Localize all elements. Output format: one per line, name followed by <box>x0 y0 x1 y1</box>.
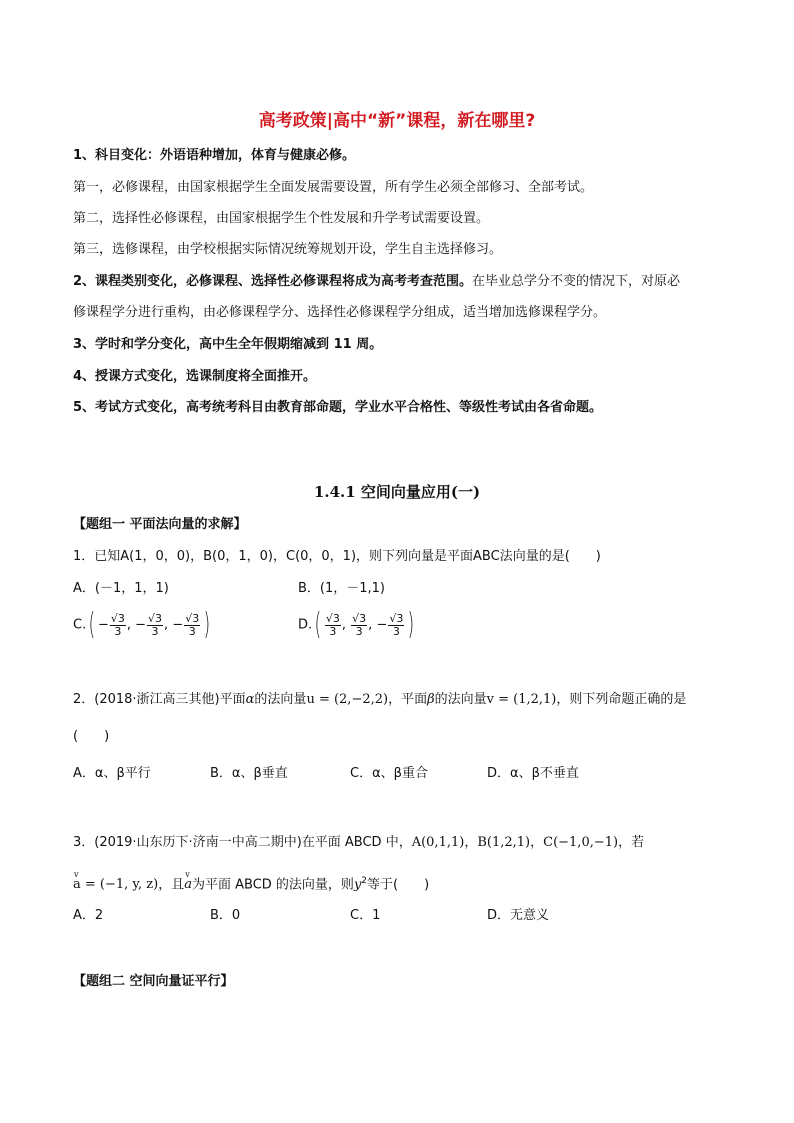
question-1-option-d: D.( $\frac{√3}{3}$ , $\frac{√3}{3}$ , − $\frac{√3}{3}$ ) <box>298 605 417 645</box>
option-c-label: C. <box>73 617 87 633</box>
question-1-stem: 1．已知A(1，0，0)，B(0，1，0)，C(0，0，1)，则下列向量是平面ABC法向量的是( ) <box>73 549 601 564</box>
minus-sign: − <box>135 617 147 633</box>
q3-source: 3．(2019·山东历下·济南一中高二期中)在平面 ABCD 中， <box>73 835 412 850</box>
question-2-blank: ( ) <box>73 729 110 744</box>
q2-text: ，则下列命题正确的是 <box>556 692 687 707</box>
point-b: B(1,2,1) <box>477 835 531 850</box>
minus-sign: − <box>376 617 388 633</box>
numerator: √3 <box>148 611 163 625</box>
point-a: A(0,1,1) <box>411 835 465 850</box>
option-d-label: D. <box>298 617 313 633</box>
page-title: 高考政策|高中“新”课程，新在哪里? <box>258 111 536 131</box>
numerator: √3 <box>185 611 200 625</box>
numerator: √3 <box>325 611 340 625</box>
policy-item-3: 3、学时和学分变化，高中生全年假期缩减到 11 周。 <box>73 337 383 352</box>
question-1-option-a: A．(－1，1，1) <box>73 581 169 596</box>
fraction <box>184 613 200 638</box>
fraction <box>388 613 404 638</box>
policy-item-4: 4、授课方式变化，选课制度将全面推开。 <box>73 369 317 384</box>
right-paren: ) <box>407 607 415 642</box>
vector-v: v = (1,2,1) <box>486 692 557 707</box>
alpha-symbol: α <box>245 692 255 707</box>
numerator: √3 <box>110 611 125 625</box>
vector-u: u = (2,−2,2) <box>306 692 389 707</box>
left-paren: ( <box>88 607 96 642</box>
vector-a: v a = (−1, y, z) <box>73 876 158 894</box>
section-title: 1.4.1 空间向量应用(一) <box>313 483 481 501</box>
question-1-option-b: B．(1，－1,1) <box>298 581 386 596</box>
policy-item-5: 5、考试方式变化，高考统考科目由教育部命题，学业水平合格性、等级性考试由各省命题。 <box>73 400 603 415</box>
denominator: 3 <box>329 624 337 638</box>
exponent: 2 <box>361 876 368 886</box>
question-1-option-c: C.( − $\frac{√3}{3}$ , − $\frac{√3}{3}$ , − $\frac{√3}{3}$ ) <box>73 605 213 645</box>
numerator: √3 <box>389 611 404 625</box>
policy-paragraph-second: 第二，选择性必修课程，由国家根据学生个性发展和升学考试需要设置。 <box>73 211 490 226</box>
q2-source: 2．(2018·浙江高三其他)平面 <box>73 692 246 707</box>
q3-text: 为平面 ABCD 的法向量，则 <box>192 877 354 893</box>
denominator: 3 <box>114 624 122 638</box>
left-paren: ( <box>314 607 322 642</box>
question-3-option-d: D．无意义 <box>487 908 550 923</box>
q2-text: ，平面 <box>388 692 428 707</box>
question-3-option-b: B．0 <box>210 908 241 923</box>
question-2-option-a: A．α、β平行 <box>73 766 151 781</box>
q2-text: 的法向量 <box>254 692 307 707</box>
policy-paragraph-first: 第一，必修课程，由国家根据学生全面发展需要设置，所有学生必须全部修习、全部考试。 <box>73 180 594 195</box>
fraction <box>325 613 341 638</box>
right-paren: ) <box>203 607 211 642</box>
group-one-heading: 【题组一 平面法向量的求解】 <box>73 517 247 532</box>
question-2-option-b: B．α、β垂直 <box>210 766 288 781</box>
question-2-option-d: D．α、β不垂直 <box>487 766 579 781</box>
fraction <box>110 613 126 638</box>
question-2-stem <box>73 691 686 709</box>
vector-a-symbol: v a <box>184 876 192 894</box>
q2-text: 的法向量 <box>434 692 487 707</box>
policy-item-2 <box>73 273 680 291</box>
minus-sign: − <box>97 617 109 633</box>
denominator: 3 <box>188 624 196 638</box>
fraction <box>147 613 163 638</box>
point-c: C(−1,0,−1) <box>543 835 619 850</box>
policy-item-2-text: 在毕业总学分不变的情况下，对原必 <box>472 274 681 289</box>
denominator: 3 <box>392 624 400 638</box>
q3-text: ，若 <box>618 835 645 850</box>
denominator: 3 <box>151 624 159 638</box>
question-3-stem-continued <box>73 872 429 894</box>
question-3-option-a: A．2 <box>73 908 104 923</box>
group-two-heading: 【题组二 空间向量证平行】 <box>73 974 234 989</box>
minus-sign: − <box>172 617 184 633</box>
variable-y: y <box>353 877 362 893</box>
question-3-stem: 3．(2019·山东历下·济南一中高二期中)在平面 ABCD 中，A(0,1,1)，B(1,2,1)，C(−1,0,−1)，若 <box>73 835 645 850</box>
numerator: √3 <box>352 611 367 625</box>
q3-text: ，且 <box>158 877 185 893</box>
question-3-option-c: C．1 <box>350 908 381 923</box>
beta-symbol: β <box>427 692 435 707</box>
policy-paragraph-third: 第三，选修课程，由学校根据实际情况统筹规划开设，学生自主选择修习。 <box>73 242 503 257</box>
policy-item-2-continued: 修课程学分进行重构，由必修课程学分、选择性必修课程学分组成，适当增加选修课程学分。 <box>73 305 607 320</box>
q3-text: 等于( ) <box>367 877 430 893</box>
fraction <box>351 613 367 638</box>
denominator: 3 <box>355 624 363 638</box>
question-2-option-c: C．α、β重合 <box>350 766 428 781</box>
policy-item-2-heading: 2、课程类别变化，必修课程、选择性必修课程将成为高考考查范围。 <box>73 274 473 289</box>
policy-item-1: 1、科目变化：外语语种增加，体育与健康必修。 <box>73 148 356 163</box>
